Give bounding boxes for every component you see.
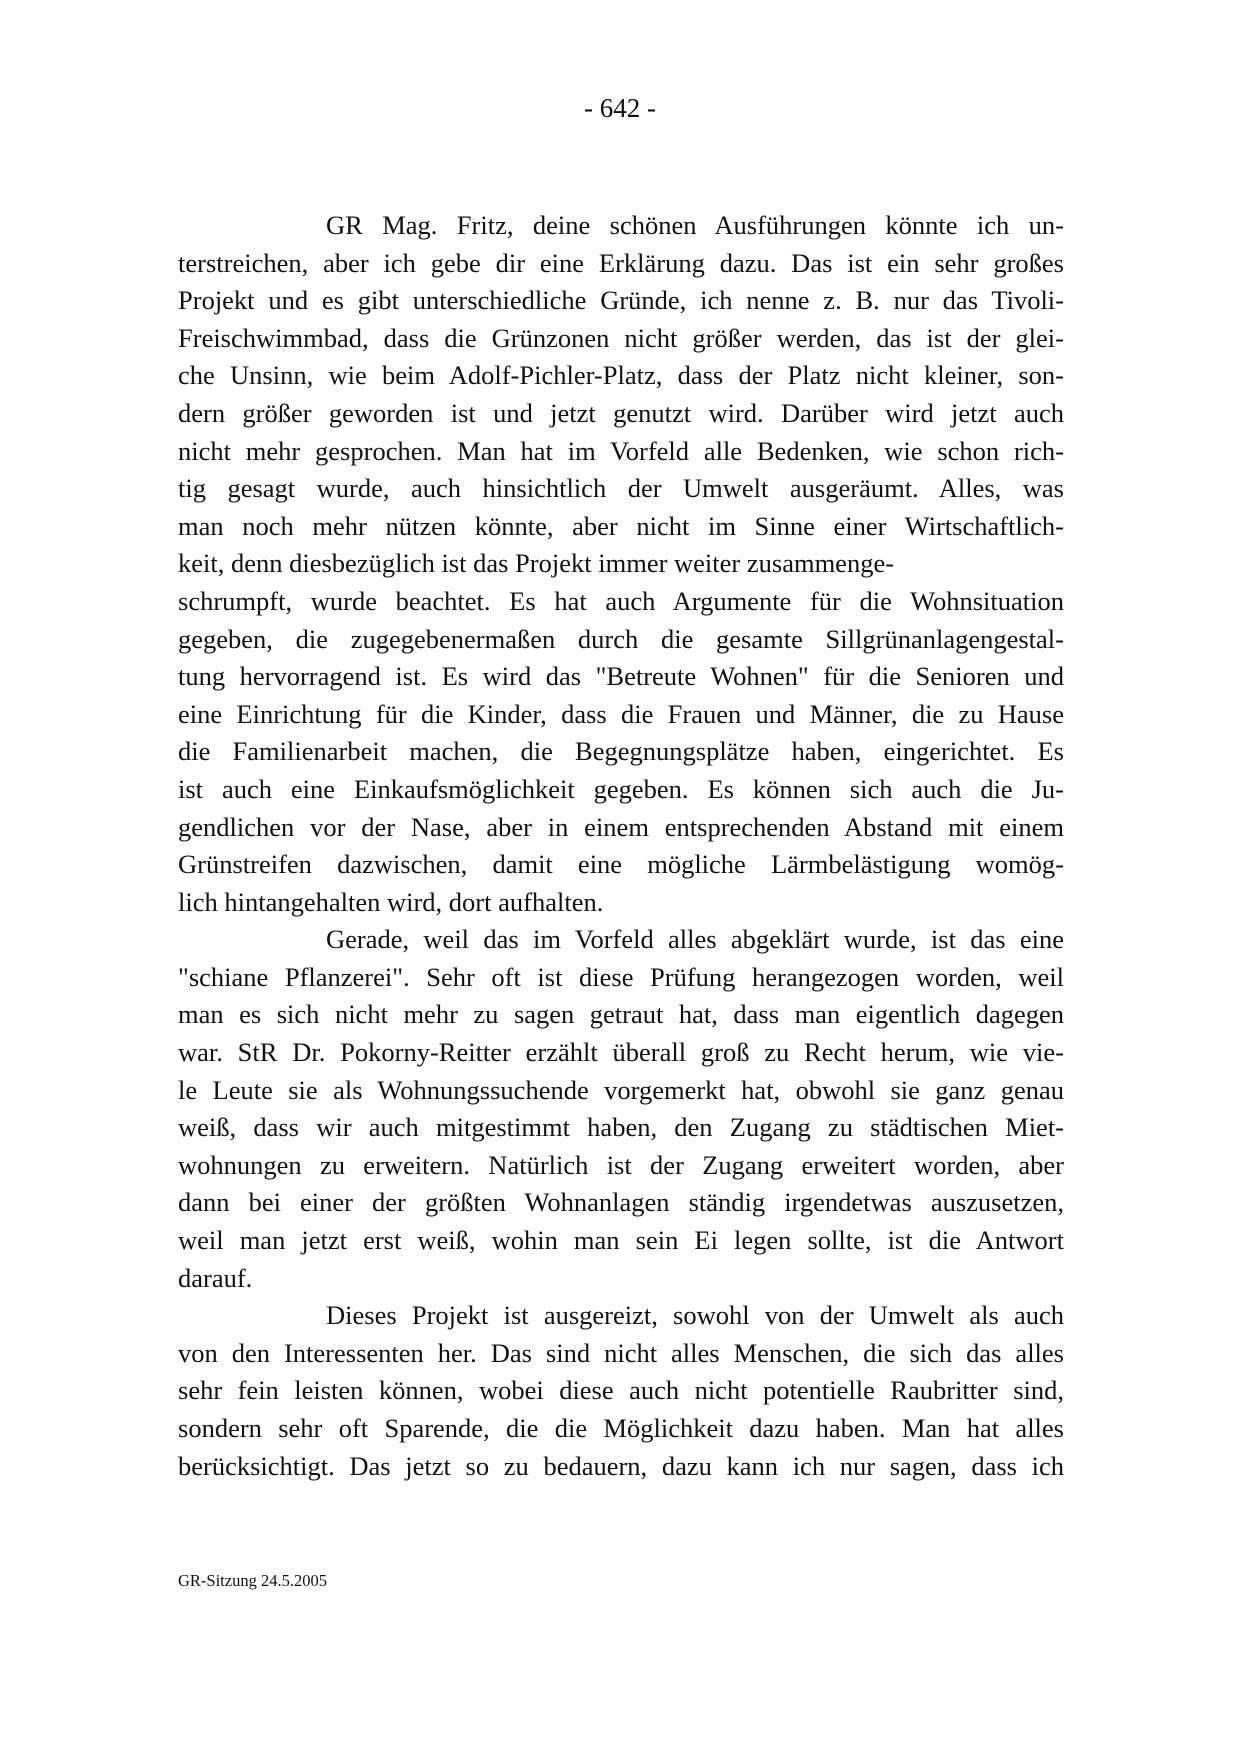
text-line: keit, denn diesbezüglich ist das Projekt immer weiter zusammenge- bbox=[178, 548, 895, 579]
text-line: wohnungen zu erweitern. Natürlich ist der Zugang erweitert worden, aber bbox=[178, 1149, 1064, 1180]
text-line: man es sich nicht mehr zu sagen getraut hat, dass man eigentlich dagegen bbox=[178, 999, 1064, 1030]
text-line: tung hervorragend ist. Es wird das "Betreute Wohnen" für die Senioren und bbox=[178, 661, 1064, 692]
text-line: sondern sehr oft Sparende, die die Möglichkeit dazu haben. Man hat alles bbox=[178, 1413, 1064, 1443]
text-line: Gerade, weil das im Vorfeld alles abgeklärt wurde, ist das eine bbox=[326, 924, 1064, 955]
text-line: schrumpft, wurde beachtet. Es hat auch Argumente für die Wohnsituation bbox=[178, 585, 1064, 616]
text-line: terstreichen, aber ich gebe dir eine Erklärung dazu. Das ist ein sehr großes bbox=[178, 247, 1064, 278]
text-line: Grünstreifen dazwischen, damit eine mögliche Lärmbelästigung womög- bbox=[178, 849, 1064, 880]
text-line: von den Interessenten her. Das sind nicht alles Menschen, die sich das alles bbox=[178, 1337, 1064, 1368]
text-line: war. StR Dr. Pokorny-Reitter erzählt überall groß zu Recht herum, wie vie- bbox=[178, 1037, 1064, 1068]
text-line: berücksichtigt. Das jetzt so zu bedauern, dazu kann ich nur sagen, dass ich bbox=[178, 1450, 1064, 1481]
text-line: Freischwimmbad, dass die Grünzonen nicht größer werden, das ist der glei- bbox=[178, 322, 1064, 353]
text-line: dern größer geworden ist und jetzt genutzt wird. Darüber wird jetzt auch bbox=[178, 397, 1064, 428]
paragraph bbox=[178, 1297, 1064, 1485]
text-line: GR Mag. Fritz, deine schönen Ausführungen könnte ich un- bbox=[326, 210, 1064, 240]
footer-session-label: GR-Sitzung 24.5.2005 bbox=[178, 1571, 327, 1590]
text-line: nicht mehr gesprochen. Man hat im Vorfeld alle Bedenken, wie schon rich- bbox=[178, 435, 1064, 466]
text-line: dann bei einer der größten Wohnanlagen ständig irgendetwas auszusetzen, bbox=[178, 1187, 1064, 1218]
body-text bbox=[178, 207, 1064, 1485]
text-line: Projekt und es gibt unterschiedliche Gründe, ich nenne z. B. nur das Tivoli- bbox=[178, 285, 1064, 316]
text-line: die Familienarbeit machen, die Begegnungsplätze haben, eingerichtet. Es bbox=[178, 736, 1064, 767]
text-line: eine Einrichtung für die Kinder, dass die Frauen und Männer, die zu Hause bbox=[178, 698, 1064, 729]
text-line: gendlichen vor der Nase, aber in einem entsprechenden Abstand mit einem bbox=[178, 811, 1064, 842]
text-line: darauf. bbox=[178, 1262, 253, 1293]
text-line: che Unsinn, wie beim Adolf-Pichler-Platz, dass der Platz nicht kleiner, son- bbox=[178, 360, 1064, 391]
text-line: weiß, dass wir auch mitgestimmt haben, den Zugang zu städtischen Miet- bbox=[178, 1112, 1064, 1143]
text-line: ist auch eine Einkaufsmöglichkeit gegeben. Es können sich auch die Ju- bbox=[178, 773, 1064, 804]
paragraph bbox=[178, 207, 1064, 921]
text-line: "schiane Pflanzerei". Sehr oft ist diese Prüfung herangezogen worden, weil bbox=[178, 961, 1064, 992]
text-line: sehr fein leisten können, wobei diese auch nicht potentielle Raubritter sind, bbox=[178, 1375, 1064, 1406]
text-line: gegeben, die zugegebenermaßen durch die gesamte Sillgrünanlagengestal- bbox=[178, 623, 1064, 654]
text-line: man noch mehr nützen könnte, aber nicht im Sinne einer Wirtschaftlich- bbox=[178, 510, 1064, 541]
text-line: Dieses Projekt ist ausgereizt, sowohl von der Umwelt als auch bbox=[326, 1300, 1064, 1331]
page-number: - 642 - bbox=[584, 93, 656, 123]
text-line: tig gesagt wurde, auch hinsichtlich der Umwelt ausgeräumt. Alles, was bbox=[178, 473, 1064, 504]
paragraph bbox=[178, 921, 1064, 1297]
text-line: le Leute sie als Wohnungssuchende vorgemerkt hat, obwohl sie ganz genau bbox=[178, 1074, 1064, 1105]
text-line: lich hintangehalten wird, dort aufhalten. bbox=[178, 886, 604, 917]
text-line: weil man jetzt erst weiß, wohin man sein Ei legen sollte, ist die Antwort bbox=[178, 1225, 1064, 1256]
